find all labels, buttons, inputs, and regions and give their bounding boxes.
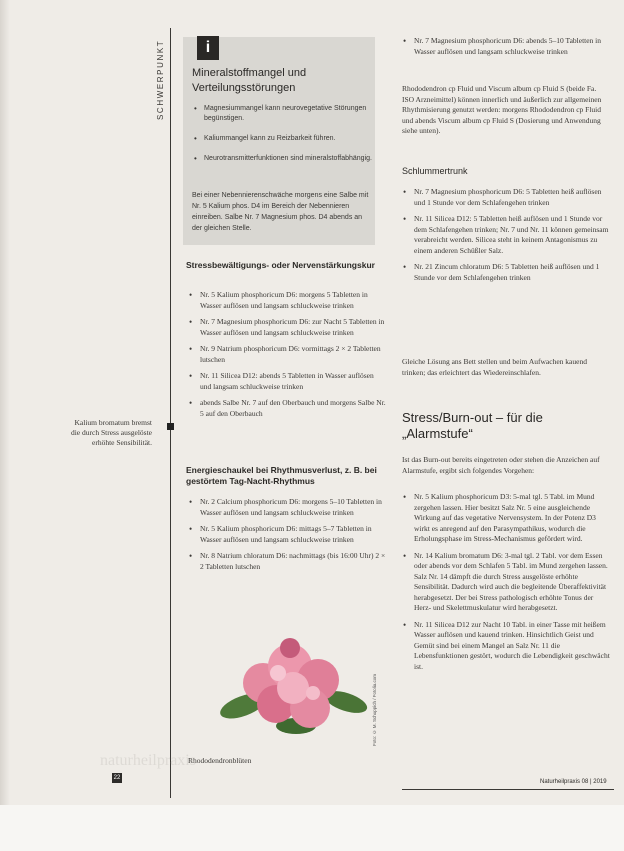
list-item: • Kaliummangel kann zu Reizbarkeit führen. xyxy=(192,134,374,144)
magazine-footer: Naturheilpraxis 08 | 2019 xyxy=(540,779,607,785)
info-box-list xyxy=(192,104,374,174)
list-item: • Nr. 2 Calcium phosphoricum D6: morgens 5–10 Tabletten in Wasser auflösen und langsam schluckweise trinken xyxy=(188,497,386,518)
list-item: • Nr. 21 Zincum chloratum D6: 5 Tabletten heiß auflösen und 1 Stunde vor dem Schlafengehen trinken xyxy=(402,262,610,283)
energy-swing-heading: Energieschaukel bei Rhythmusverlust, z. B. bei gestörtem Tag-Nacht-Rhythmus xyxy=(186,465,377,486)
section-label: SCHWERPUNKT xyxy=(156,39,165,120)
list-item: • Nr. 7 Magnesium phosphoricum D6: zur Nacht 5 Tabletten in Wasser auflösen und langsam schluckweise trinken xyxy=(188,317,386,338)
list-item: • Nr. 14 Kalium bromatum D6: 3-mal tgl. 2 Tabl. vor dem Essen oder abends vor dem Schlafen 5 Tabl. im Mund zergehen lassen. Salz Nr. 14 dämpft die durch Stress ausgelöste erhöhte Sensibilität. Dadurch wird auch die begleitende Überaffektivität herabgesetzt. Der bei Stress pathologisch erhöhte Tonus der Herz- und Skelettmuskulatur wird herabgesetzt. xyxy=(402,551,610,614)
list-item: • Nr. 11 Silicea D12: 5 Tabletten heiß auflösen und 1 Stunde vor dem Schlafengehen trinken; Nr. 7 und Nr. 11 können gemeinsam verabreicht werden. Silicea steht in keinem Antagonismus zu einem anderen Schüßler Salz. xyxy=(402,214,610,256)
list-item: • Nr. 5 Kalium phosphoricum D6: morgens 5 Tabletten in Wasser auflösen und langsam schluckweise trinken xyxy=(188,290,386,311)
rhododendron-paragraph: Rhododendron cp Fluid und Viscum album cp Fluid S (beide Fa. ISO Arzneimittel) können innerlich und äußerlich zur allgemeinen Rhythmisierung genutzt werden: morgens Rhododendron cp Fluid und abends Viscum album cp Fluid S (Dosierung und Anwendung siehe unten). xyxy=(402,84,602,135)
margin-note-marker xyxy=(167,423,174,430)
sleep-drink-list xyxy=(402,187,610,289)
energy-swing-list xyxy=(188,497,386,578)
page-marker: 22 xyxy=(113,775,121,781)
list-item: • Nr. 9 Natrium phosphoricum D6: vormittags 2 × 2 Tabletten lutschen xyxy=(188,344,386,365)
stress-cure-list xyxy=(188,290,386,425)
right-top-list xyxy=(402,36,610,63)
sleep-drink-note: Gleiche Lösung ans Bett stellen und beim Aufwachen kauend trinken; das erleichtert das Wiedereinschlafen. xyxy=(402,357,587,377)
bottom-margin xyxy=(0,805,624,851)
list-item: • Nr. 5 Kalium phosphoricum D6: mittags 5–7 Tabletten in Wasser auflösen und langsam schluckweise trinken xyxy=(188,524,386,545)
sleep-drink-heading: Schlummertrunk xyxy=(402,166,468,176)
margin-note: Kalium bromatum bremst die durch Stress ausgelöste erhöhte Sensibilität. xyxy=(70,418,152,447)
rhododendron-image xyxy=(218,628,368,740)
list-item: • Magnesiummangel kann neurovegetative Störungen begünstigen. xyxy=(192,104,374,124)
list-item: • abends Salbe Nr. 7 auf den Oberbauch und morgens Salbe Nr. 5 auf den Oberbauch xyxy=(188,398,386,419)
list-item: • Nr. 11 Silicea D12 zur Nacht 10 Tabl. in einer Tasse mit heißem Wasser auflösen und kauend trinken. Hinsichtlich Geist und Gemüt sind bei einem Mangel an Salz Nr. 11 die Lebensfunktionen gestört, wodurch die Lebendigkeit geschwächt ist. xyxy=(402,620,610,673)
list-item: • Nr. 7 Magnesium phosphoricum D6: abends 5–10 Tabletten in Wasser auflösen und langsam schluckweise trinken xyxy=(402,36,610,57)
footer-rule xyxy=(402,789,614,790)
burnout-list xyxy=(402,492,610,678)
info-box-title: Mineralstoffmangel und Verteilungsstörungen xyxy=(192,67,307,94)
page-shadow xyxy=(0,0,10,851)
list-item: • Nr. 8 Natrium chloratum D6: nachmittags (bis 16:00 Uhr) 2 × 2 Tabletten lutschen xyxy=(188,551,386,572)
photo-credit: Foto: © M. Schuppich / Fotolia.com xyxy=(372,673,377,746)
list-item: • Nr. 11 Silicea D12: abends 5 Tabletten in Wasser auflösen und langsam schluckweise trinken xyxy=(188,371,386,392)
info-icon: i xyxy=(197,36,219,60)
image-caption: Rhododendronblüten xyxy=(188,756,252,765)
burnout-heading: Stress/Burn-out – für die „Alarmstufe“ xyxy=(402,410,543,441)
list-item: • Nr. 7 Magnesium phosphoricum D6: 5 Tabletten heiß auflösen und 1 Stunde vor dem Schlafengehen trinken xyxy=(402,187,610,208)
column-divider xyxy=(170,28,171,798)
info-box-note: Bei einer Nebennierenschwäche morgens eine Salbe mit Nr. 5 Kalium phos. D4 im Bereich der Nebennieren einreiben. Salbe Nr. 7 Magnesium phos. D4 abends an der gleichen Stelle. xyxy=(192,192,369,232)
stress-cure-heading: Stressbewältigungs- oder Nervenstärkungskur xyxy=(186,260,375,270)
burnout-intro: Ist das Burn-out bereits eingetreten oder stehen die Anzeichen auf Alarmstufe, ergibt sich folgendes Vorgehen: xyxy=(402,455,600,475)
list-item: • Neurotransmitterfunktionen sind mineralstoffabhängig. xyxy=(192,154,374,164)
list-item: • Nr. 5 Kalium phosphoricum D3: 5-mal tgl. 5 Tabl. im Mund zergehen lassen. Hier besitzt Salz Nr. 5 eine ausgleichende Wirkung auf das vegetative Nervensystem. In der Potenz D3 wirkt es anregend auf den Parasympathikus, wodurch die Erholungsphase im Stress-Mechanismus gefördert wird. xyxy=(402,492,610,545)
watermark: naturheilpraxis xyxy=(100,752,196,769)
